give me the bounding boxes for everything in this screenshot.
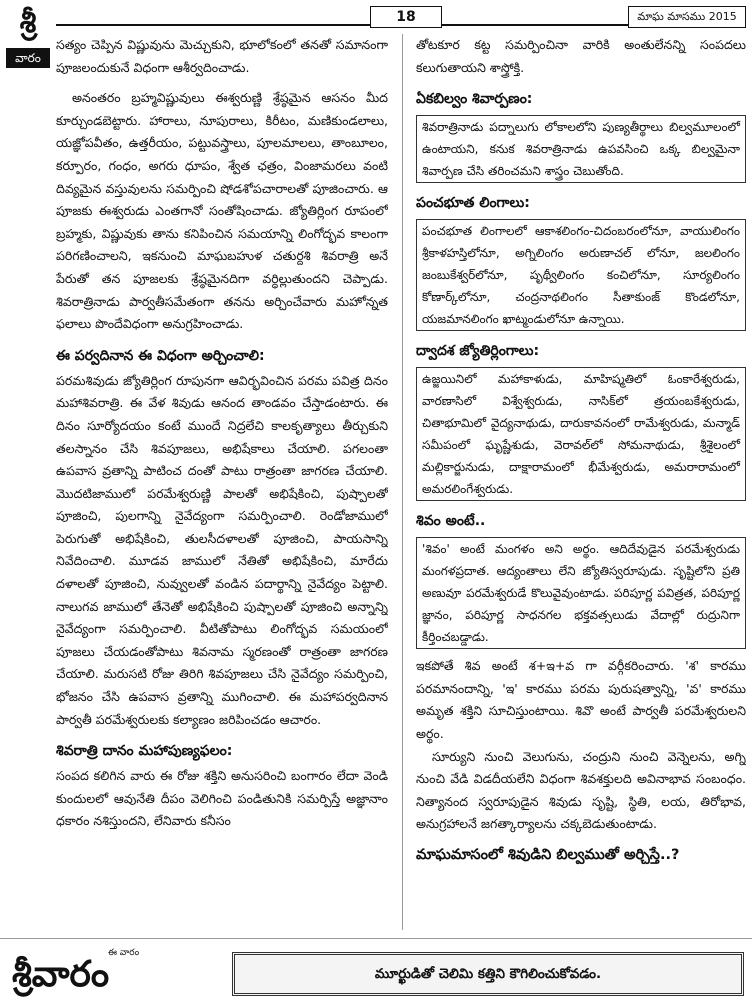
issue-label: మాఘ మాసము 2015 — [628, 6, 746, 28]
panchabhuta-box — [416, 219, 746, 331]
left-heading-1: ఈ పర్వదినాన ఈ విధంగా అర్చించాలి: — [56, 347, 265, 364]
right-paragraph-2: ఇకపోతే శివ అంటే శ+ఇ+వ గా వర్గీకరించారు. 'శ' కారము పరమానందాన్ని, 'ఇ' కారము పరమ పురుషత్వాన్ని, 'వ' కారము అమృత శక్తిని సూచిస్తుంటాయి. శివొ అంటే పార్వతీ పరమేశ్వరులని అర్థం. — [416, 658, 746, 741]
right-heading-4: శివం అంటే.. — [416, 513, 486, 530]
closing-question: మాఘమాసంలో శివుడిని బిల్వముతో అర్చిస్తే..? — [416, 846, 680, 863]
footer-logo-tag: ఈ వారం — [108, 948, 140, 958]
left-paragraph-2: అనంతరం బ్రహ్మవిష్ణువులు ఈశ్వరుణ్ణి శ్రేష్ఠమైన ఆసనం మీద కూర్చుండబెట్టారు. హారాలు, నూపురాలు, కిరీటం, మణికుండలాలు, యజ్ఞోపవీతం, ఉత్తరీయం, పట్టువస్త్రాలు, పూలమాలలు, తాంబూలం, కర్పూరం, గంధం, అగరు ధూపం, శ్వేత ఛత్రం, వింజామరలు వంటి దివ్యమైన వస్తువులను సమర్పించి షోడశోపచారాలతో పూజించారు. ఆ పూజకు ఈశ్వరుడు ఎంతగానో సంతోషించాడు. జ్యోతిర్లింగ రూపంలో బ్రహ్మకు, విష్ణువుకు తాను కనిపించిన సమయాన్ని లింగోద్భవ కాలంగా పరిగణించాలని, ఇకనుంచి మాఘబహుళ చతుర్దశి శివరాత్రి అనే పేరుతో తన పూజలకు శ్రేష్ఠమైనదిగా వర్ధిల్లుతుందని చెప్పాడు. శివరాత్రినాడు పార్వతీసమేతంగా తనను అర్చించేవారు మహోన్నత ఫలాలు పొందేవిధంగా అనుగ్రహించాడు. — [56, 90, 388, 332]
bilva-box — [416, 115, 746, 183]
logo-sree-text: శ్రీ — [19, 5, 37, 40]
right-paragraph-3: సూర్యుని నుంచి వెలుగును, చంద్రుని నుంచి వెన్నెలను, అగ్ని నుంచి వేడి విడదీయలేని విధంగా శివశక్తులది అవినాభావ సంబంధం. నిత్యానంద స్వరూపుడైన శివుడు సృష్టి, స్థితి, లయ, తిరోభావ, అనుగ్రహాలనే జగత్కార్యాలను చక్కబెడుతుంటాడు. — [416, 748, 746, 832]
footer-rule — [0, 938, 752, 939]
left-paragraph-3: పరమశివుడు జ్యోతిర్లింగ రూపునగా ఆవిర్భవించిన పరమ పవిత్ర దినం మహాశివరాత్రి. ఈ వేళ శివుడు ఆనంద తాండవం చేస్తాడంటారు. ఈ దినం సూర్యోదయం కంటే ముందే నిద్రలేచి కాలకృత్యాలు తీర్చుకుని తలస్నానం చేసి శివపూజలు, అభిషేకాలు చేయాలి. పగలంతా ఉపవాస వ్రతాన్ని పాటించ దంతో పాటు రాత్రంతా జాగరణ చేయాలి. మొదటిజాములో పరమేశ్వరుణ్ణి పాలతో అభిషేకించి, పుష్పాలతో పూజించి, పులగాన్ని నైవేద్యంగా సమర్పించాలి. రెండోజాములో పెరుగుతో అభిషేకించి, తులసీదళాలతో పూజించి, పాయసాన్ని నివేదించాలి. మూడవ జాములో నేతితో అభిషేకించి, మారేదు దళాలతో పూజించి, నువ్వులతో వండిన పదార్థాన్ని నైవేద్యం పెట్టాలి. నాలుగవ జాములో తేనెతో అభిషేకించి పుష్పాలతో పూజించి అన్నాన్ని నైవేద్యంగా సమర్పించాలి. వీటితోపాటు లింగోద్భవ సమయంలో పూజలు చేయడంతోపాటు శివనామ స్మరణంతో రాత్రంతా జాగరణ చేయాలి. మరుసటి రోజు తిరిగి శివపూజలు చేసి నైవేద్యం సమర్పించి, భోజనం చేసి ఉపవాస వ్రతాన్ని ముగించాలి. ఈ మహాపర్వదినాన పార్వతీ పరమేశ్వరులకు కల్యాణం జరిపించడం ఆచారం. — [56, 372, 388, 727]
logo-vaaram-text: వారం — [6, 48, 50, 68]
footer-proverb-banner: మూర్ఖుడితో చెలిమి కత్తిని కౌగిలించుకోవడం. — [232, 952, 744, 996]
right-paragraph-1: తోటకూర కట్ట సమర్పించినా వారికి అంతులేనన్ని సంపదలు కలుగుతాయని శాస్త్రోక్తి. — [416, 37, 746, 75]
jyotirlinga-box — [416, 367, 746, 501]
left-heading-2: శివరాత్రి దానం మహాపుణ్యఫలం: — [56, 743, 233, 760]
left-column — [56, 34, 388, 932]
left-paragraph-1: సత్యం చెప్పిన విష్ణువును మెచ్చుకుని, భూలోకంలో తనతో సమానంగా పూజలందుకునే విధంగా ఆశీర్వదించాడు. — [56, 37, 388, 75]
footer-logo-text: శ్రీవారం — [12, 954, 110, 995]
right-column — [416, 34, 746, 932]
column-divider — [402, 34, 403, 930]
left-paragraph-4: సంపద కలిగిన వారు ఈ రోజు శక్తిని అనుసరించి బంగారం లేదా వెండి కుందులలో ఆవునేతి దీపం వెలిగించి పండితునికి సమర్పిస్తే అజ్ఞానాం ధకారం నశిస్తుందని, లేనివారు కనీసం — [56, 768, 388, 829]
shivam-text: 'శివం' అంటే మంగళం అని అర్థం. ఆదిదేవుడైన పరమేశ్వరుడు మంగళప్రదాత. ఆద్యంతాలు లేని జ్యోతిస్వరూపుడు. సృష్టిలోని ప్రతి అణువూ పరమేశ్వరుడే కొలువైవుంటాడు. పరిపూర్ణ పవిత్రత, పరిపూర్ణ జ్ఞానం, పరిపూర్ణ సాధనగల భక్తవత్సలుడు వేదాల్లో రుద్రునిగా కీర్తించబడ్డాడు. — [422, 542, 740, 645]
right-heading-1: ఏకబిల్వం శివార్పణం: — [416, 91, 533, 108]
page-number: 18 — [370, 6, 442, 28]
right-heading-2: పంచభూత లింగాలు: — [416, 195, 530, 212]
panchabhuta-text: పంచభూత లింగాలలో ఆకాశలింగం-చిదంబరంలోనూ, వాయులింగం శ్రీకాళహస్తిలోనూ, అగ్నిలింగం అరుణాచల్ లోనూ, జలలింగం జంబుకేశ్వర్‌లోనూ, పృథ్వీలింగం కంచిలోనూ, సూర్యలింగం కోణార్క్‌లోనూ, చంద్రనాథలింగం సీతాకుంజ్ కొండలోనూ, యజమానలింగం ఖాట్మండులోనూ ఉన్నాయి. — [422, 224, 740, 327]
magazine-logo — [6, 4, 50, 68]
shivam-box — [416, 537, 746, 649]
footer-logo — [8, 948, 226, 998]
jyotirlinga-text: ఉజ్జయినిలో మహాకాళుడు, మాహిష్మతిలో ఓంకారేశ్వరుడు, వారణాసిలో విశ్వేశ్వరుడు, నాసిక్‌లో త్రయంబకేశ్వరుడు, చితాభూమిలో వైద్యనాథుడు, దారుకావనంలో రామేశ్వరుడు, మన్మాడ్ సమీపంలో ఘృష్ణేశుడు, వెరావల్‌లో సోమనాథుడు, శ్రీశైలంలో మల్లికార్జునుడు, దాక్షారామంలో భీమేశ్వరుడు, అమరారామంలో అమరలింగేశ్వరుడు. — [422, 372, 740, 497]
right-heading-3: ద్వాదశ జ్యోతిర్లింగాలు: — [416, 343, 540, 360]
bilva-text: శివరాత్రినాడు పద్నాలుగు లోకాలలోని పుణ్యతీర్థాలు బిల్వమూలంలో ఉంటాయని, కనుక శివరాత్రినాడు ఉపవసించి ఒక్క బిల్వమైనా శివార్పణ చేసి తరించమని శాస్త్రం చెబుతోంది. — [422, 120, 740, 179]
